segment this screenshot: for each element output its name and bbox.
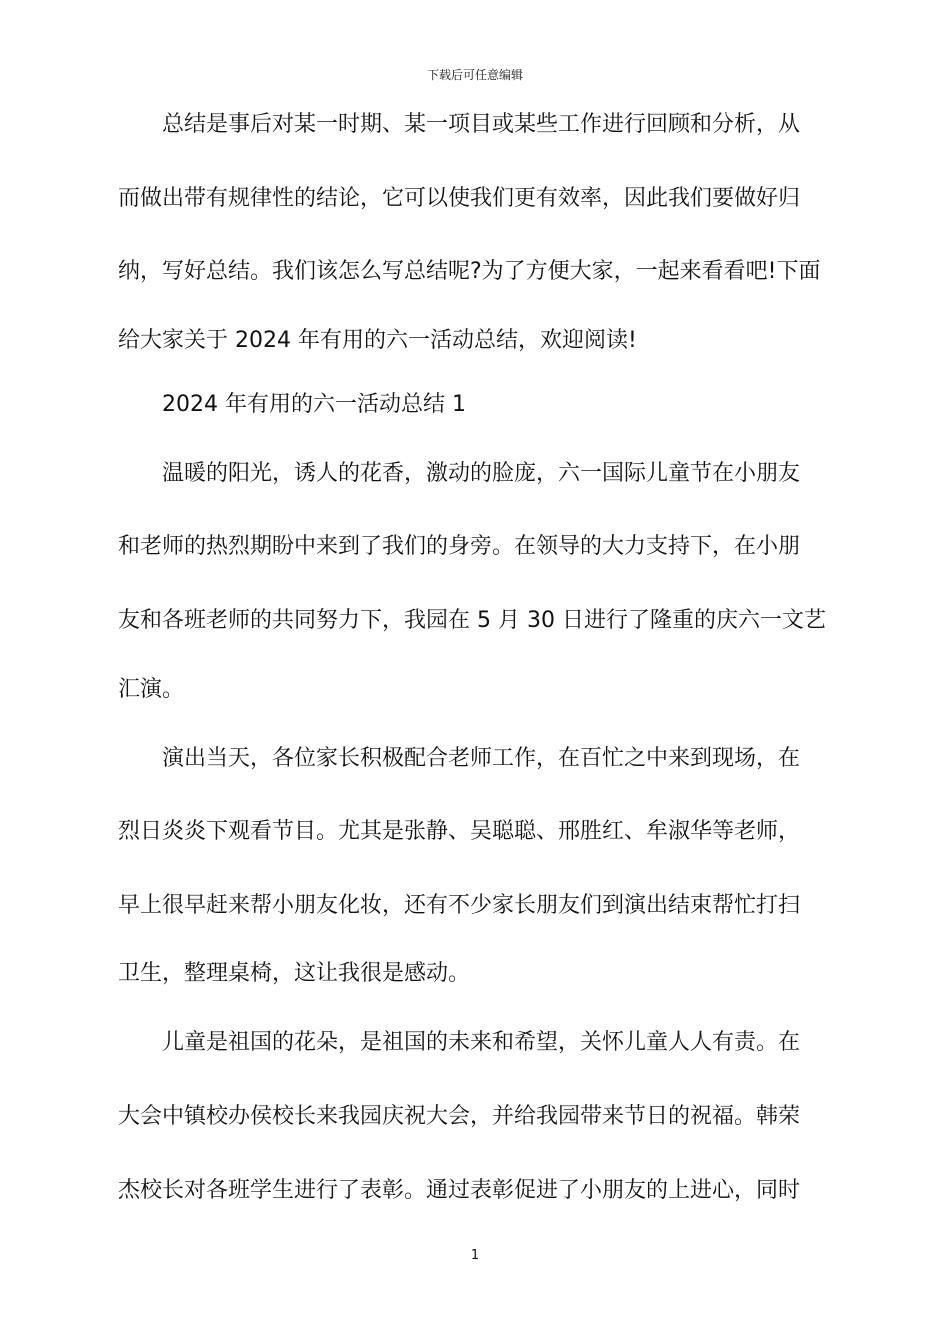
section-heading: 2024 年有用的六一活动总结 1 xyxy=(162,391,466,417)
document-body xyxy=(118,88,832,1227)
paragraph-line: 大会中镇校办侯校长来我园庆祝大会，并给我园带来节日的祝福。韩荣 xyxy=(118,1103,801,1129)
paragraph-line: 而做出带有规律性的结论，它可以使我们更有效率，因此我们要做好归 xyxy=(118,185,801,211)
paragraph-line: 杰校长对各班学生进行了表彰。通过表彰促进了小朋友的上进心，同时 xyxy=(118,1177,801,1203)
paragraph-line: 温暖的阳光，诱人的花香，激动的脸庞，六一国际儿童节在小朋友 xyxy=(162,460,801,486)
paragraph-line: 纳，写好总结。我们该怎么写总结呢?为了方便大家，一起来看看吧!下面 xyxy=(118,259,821,285)
paragraph-line: 烈日炎炎下观看节目。尤其是张静、吴聪聪、邢胜红、牟淑华等老师， xyxy=(118,819,801,845)
paragraph-line: 和老师的热烈期盼中来到了我们的身旁。在领导的大力支持下，在小朋 xyxy=(118,534,801,560)
paragraph-line: 友和各班老师的共同努力下，我园在 5 月 30 日进行了隆重的庆六一文艺 xyxy=(118,607,826,633)
header-note: 下载后可任意编辑 xyxy=(426,68,523,82)
paragraph-line: 汇演。 xyxy=(118,676,185,702)
paragraph-line: 给大家关于 2024 年有用的六一活动总结，欢迎阅读! xyxy=(118,327,637,353)
paragraph-line: 卫生，整理桌椅，这让我很是感动。 xyxy=(118,961,471,987)
paragraph-line: 儿童是祖国的花朵，是祖国的未来和希望，关怀儿童人人有责。在 xyxy=(162,1030,801,1056)
page-number: 1 xyxy=(470,1248,480,1263)
paragraph-line: 总结是事后对某一时期、某一项目或某些工作进行回顾和分析，从 xyxy=(162,112,801,137)
paragraph-line: 早上很早赶来帮小朋友化妆，还有不少家长朋友们到演出结束帮忙打扫 xyxy=(118,892,801,918)
paragraph-line: 演出当天，各位家长积极配合老师工作，在百忙之中来到现场，在 xyxy=(162,745,801,771)
